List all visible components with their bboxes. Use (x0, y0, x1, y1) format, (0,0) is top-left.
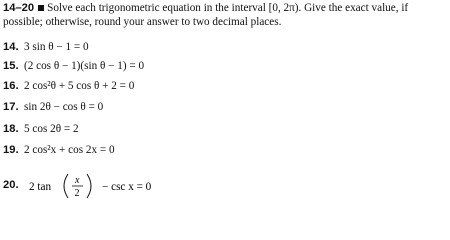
square-bullet-icon (38, 5, 44, 11)
problem-18 (3, 122, 79, 137)
fraction-equation-graphic (27, 172, 187, 200)
left-paren (64, 174, 68, 198)
problem-14 (3, 40, 89, 55)
problem-equation: 2 cos²θ + 5 cos θ + 2 = 0 (24, 80, 135, 92)
problem-equation: 5 cos 2θ = 2 (24, 123, 79, 135)
problem-equation: (2 cos θ − 1)(sin θ − 1) = 0 (24, 60, 145, 72)
problem-16 (3, 79, 134, 94)
problem-equation: 3 sin θ − 1 = 0 (24, 41, 89, 53)
problem-number: 17. (3, 101, 19, 113)
fraction-denominator: 2 (74, 188, 80, 199)
equation-tail: − csc x = 0 (102, 181, 152, 193)
problem-equation: sin 2θ − cos θ = 0 (24, 101, 104, 113)
problem-number: 16. (3, 80, 19, 92)
instructions-text: Solve each trigonometric equation in the interval [0, 2π). Give the exact value, if possible; otherwise, round your answer to two decimal places. (3, 2, 409, 28)
problem-17 (3, 100, 103, 115)
exercise-range: 14–20 (3, 2, 35, 14)
problem-15 (3, 59, 144, 74)
right-paren (87, 174, 91, 198)
fraction-numerator: x (75, 175, 80, 186)
problem-number: 15. (3, 60, 19, 72)
problem-number: 19. (3, 144, 19, 156)
problem-equation (27, 172, 187, 200)
instructions (3, 2, 445, 29)
problem-19 (3, 143, 115, 158)
problem-number: 20. (3, 179, 19, 191)
problem-number: 14. (3, 41, 19, 53)
equation-lead: 2 tan (29, 181, 52, 193)
problem-equation: 2 cos²x + cos 2x = 0 (24, 144, 115, 156)
problem-number: 18. (3, 123, 19, 135)
